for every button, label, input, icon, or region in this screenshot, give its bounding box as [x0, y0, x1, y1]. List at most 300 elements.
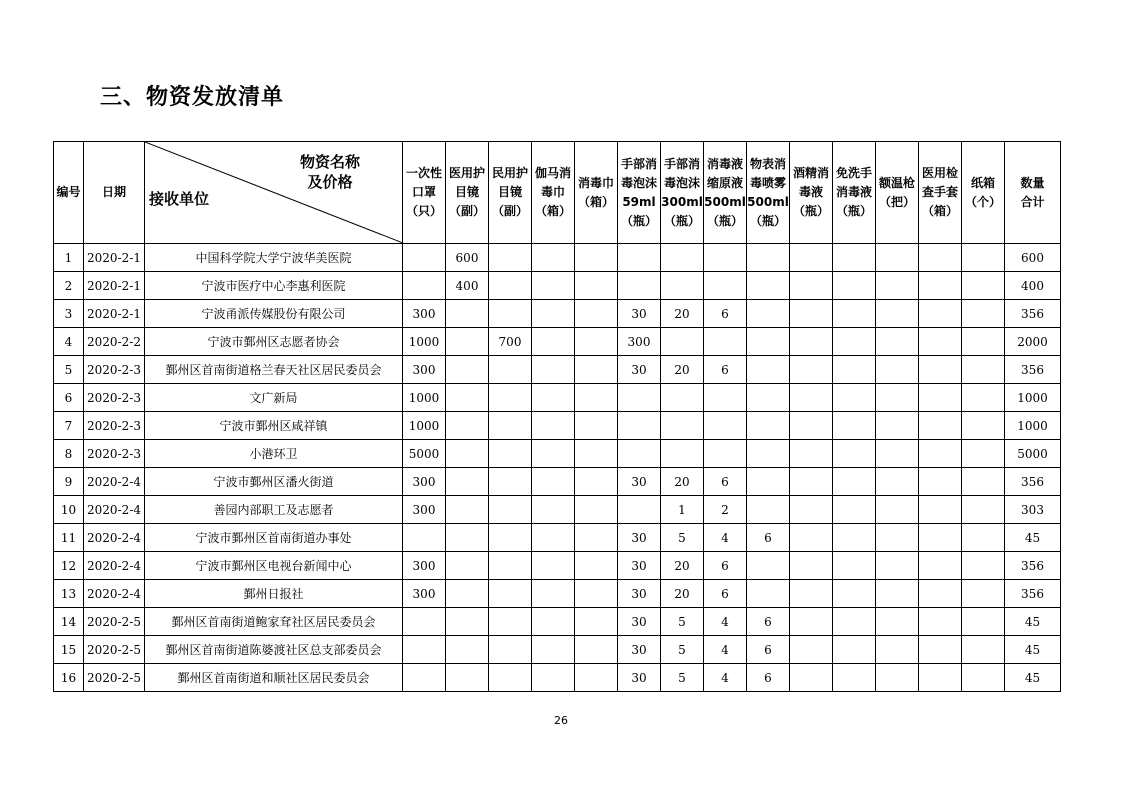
row-item-cell — [747, 440, 790, 468]
row-item-cell — [532, 608, 575, 636]
header-item-name: 物资名称 及价格 — [299, 153, 360, 191]
row-item-cell — [833, 636, 876, 664]
row-item-cell: 1000 — [403, 328, 446, 356]
row-item-cell — [575, 468, 618, 496]
row-item-cell — [833, 384, 876, 412]
row-total: 356 — [1005, 580, 1061, 608]
row-unit: 鄞州日报社 — [145, 580, 403, 608]
row-item-cell — [532, 496, 575, 524]
row-item-cell — [489, 552, 532, 580]
row-total: 5000 — [1005, 440, 1061, 468]
row-item-cell — [876, 300, 919, 328]
row-item-cell — [532, 328, 575, 356]
row-item-cell: 300 — [618, 328, 661, 356]
row-total: 45 — [1005, 608, 1061, 636]
header-date: 日期 — [84, 142, 145, 244]
row-item-cell — [962, 272, 1005, 300]
row-unit: 文广新局 — [145, 384, 403, 412]
row-item-cell — [403, 272, 446, 300]
row-item-cell: 30 — [618, 580, 661, 608]
row-item-cell — [489, 440, 532, 468]
row-item-cell: 1000 — [403, 412, 446, 440]
row-no: 13 — [54, 580, 84, 608]
row-item-cell: 6 — [704, 356, 747, 384]
row-item-cell: 30 — [618, 636, 661, 664]
row-no: 12 — [54, 552, 84, 580]
row-total: 356 — [1005, 552, 1061, 580]
header-item-3: 民用护 目镜 （副） — [489, 142, 532, 244]
row-item-cell — [876, 272, 919, 300]
row-no: 14 — [54, 608, 84, 636]
row-item-cell: 5 — [661, 608, 704, 636]
row-total: 1000 — [1005, 384, 1061, 412]
row-date: 2020-2-5 — [84, 608, 145, 636]
row-item-cell: 30 — [618, 524, 661, 552]
row-date: 2020-2-4 — [84, 552, 145, 580]
row-item-cell — [962, 664, 1005, 692]
row-date: 2020-2-4 — [84, 580, 145, 608]
row-unit: 宁波市鄞州区志愿者协会 — [145, 328, 403, 356]
row-item-cell: 6 — [747, 608, 790, 636]
header-item-12: 额温枪 （把） — [876, 142, 919, 244]
row-item-cell — [919, 328, 962, 356]
row-item-cell — [446, 524, 489, 552]
row-item-cell: 300 — [403, 552, 446, 580]
row-item-cell — [876, 356, 919, 384]
row-item-cell — [661, 272, 704, 300]
row-date: 2020-2-4 — [84, 496, 145, 524]
table-row — [54, 384, 1061, 412]
row-item-cell — [446, 300, 489, 328]
row-no: 2 — [54, 272, 84, 300]
row-item-cell — [489, 244, 532, 272]
row-item-cell — [532, 440, 575, 468]
row-item-cell — [876, 524, 919, 552]
table-row — [54, 356, 1061, 384]
row-date: 2020-2-1 — [84, 244, 145, 272]
row-item-cell — [661, 384, 704, 412]
row-item-cell — [446, 496, 489, 524]
row-item-cell — [962, 580, 1005, 608]
row-item-cell — [747, 328, 790, 356]
table-body — [54, 244, 1061, 692]
row-no: 15 — [54, 636, 84, 664]
row-unit: 宁波市鄞州区首南街道办事处 — [145, 524, 403, 552]
row-item-cell — [790, 412, 833, 440]
row-unit: 鄞州区首南街道鲍家耷社区居民委员会 — [145, 608, 403, 636]
row-item-cell — [919, 300, 962, 328]
row-item-cell: 5 — [661, 664, 704, 692]
header-item-9: 物表消 毒喷雾 500ml （瓶） — [747, 142, 790, 244]
row-item-cell — [962, 608, 1005, 636]
row-item-cell — [704, 272, 747, 300]
row-item-cell — [704, 328, 747, 356]
row-item-cell — [446, 468, 489, 496]
row-item-cell — [747, 272, 790, 300]
row-item-cell — [790, 664, 833, 692]
row-item-cell — [919, 384, 962, 412]
row-item-cell — [962, 356, 1005, 384]
row-item-cell — [919, 356, 962, 384]
row-unit: 宁波市鄞州区电视台新闻中心 — [145, 552, 403, 580]
row-item-cell — [833, 580, 876, 608]
row-item-cell — [747, 300, 790, 328]
row-item-cell — [532, 664, 575, 692]
row-item-cell — [876, 440, 919, 468]
row-item-cell — [575, 580, 618, 608]
row-item-cell — [962, 524, 1005, 552]
row-date: 2020-2-3 — [84, 412, 145, 440]
table-row — [54, 244, 1061, 272]
distribution-table — [53, 141, 1061, 692]
row-no: 4 — [54, 328, 84, 356]
row-item-cell — [575, 412, 618, 440]
row-item-cell — [704, 384, 747, 412]
page-number: 26 — [554, 714, 568, 727]
row-item-cell — [833, 272, 876, 300]
header-item-13: 医用检 查手套 （箱） — [919, 142, 962, 244]
row-item-cell: 30 — [618, 356, 661, 384]
row-item-cell — [446, 636, 489, 664]
row-item-cell — [403, 608, 446, 636]
row-item-cell — [403, 244, 446, 272]
row-item-cell: 1000 — [403, 384, 446, 412]
row-item-cell — [919, 664, 962, 692]
table-row — [54, 552, 1061, 580]
row-item-cell — [833, 664, 876, 692]
row-item-cell — [790, 524, 833, 552]
row-item-cell — [661, 412, 704, 440]
row-item-cell — [489, 664, 532, 692]
row-item-cell — [489, 524, 532, 552]
row-date: 2020-2-5 — [84, 636, 145, 664]
row-total: 356 — [1005, 300, 1061, 328]
row-item-cell — [532, 468, 575, 496]
row-unit: 善园内部职工及志愿者 — [145, 496, 403, 524]
row-item-cell — [575, 552, 618, 580]
row-item-cell — [919, 608, 962, 636]
row-item-cell — [489, 580, 532, 608]
row-item-cell — [919, 580, 962, 608]
row-item-cell: 20 — [661, 552, 704, 580]
row-item-cell — [790, 580, 833, 608]
row-item-cell — [618, 384, 661, 412]
row-item-cell — [790, 440, 833, 468]
row-item-cell: 6 — [747, 664, 790, 692]
row-date: 2020-2-2 — [84, 328, 145, 356]
row-item-cell — [790, 328, 833, 356]
row-item-cell — [876, 328, 919, 356]
row-date: 2020-2-1 — [84, 300, 145, 328]
row-item-cell — [747, 244, 790, 272]
row-item-cell — [446, 356, 489, 384]
header-no: 编号 — [54, 142, 84, 244]
row-item-cell — [747, 496, 790, 524]
row-date: 2020-2-3 — [84, 384, 145, 412]
table-row — [54, 468, 1061, 496]
row-date: 2020-2-3 — [84, 440, 145, 468]
row-item-cell — [833, 552, 876, 580]
header-total: 数量 合计 — [1005, 142, 1061, 244]
row-item-cell: 300 — [403, 356, 446, 384]
page-title: 三、物资发放清单 — [100, 85, 285, 110]
row-item-cell — [919, 244, 962, 272]
row-no: 8 — [54, 440, 84, 468]
row-item-cell: 20 — [661, 468, 704, 496]
row-item-cell — [532, 300, 575, 328]
row-item-cell: 700 — [489, 328, 532, 356]
row-item-cell — [962, 468, 1005, 496]
row-item-cell — [489, 496, 532, 524]
row-item-cell — [962, 328, 1005, 356]
row-item-cell — [575, 608, 618, 636]
row-item-cell — [403, 636, 446, 664]
row-item-cell — [919, 272, 962, 300]
row-total: 45 — [1005, 664, 1061, 692]
row-item-cell: 20 — [661, 580, 704, 608]
header-item-6: 手部消 毒泡沫 59ml （瓶） — [618, 142, 661, 244]
row-unit: 宁波市鄞州区咸祥镇 — [145, 412, 403, 440]
row-total: 45 — [1005, 636, 1061, 664]
row-total: 2000 — [1005, 328, 1061, 356]
row-item-cell — [747, 468, 790, 496]
row-item-cell — [962, 636, 1005, 664]
row-item-cell — [919, 412, 962, 440]
row-item-cell — [876, 636, 919, 664]
table-row — [54, 300, 1061, 328]
row-item-cell — [489, 356, 532, 384]
table-row — [54, 524, 1061, 552]
row-item-cell — [446, 440, 489, 468]
row-item-cell — [962, 412, 1005, 440]
row-item-cell: 300 — [403, 580, 446, 608]
row-item-cell: 6 — [704, 300, 747, 328]
row-item-cell — [790, 356, 833, 384]
row-item-cell — [446, 328, 489, 356]
row-item-cell: 5 — [661, 524, 704, 552]
row-item-cell: 6 — [747, 524, 790, 552]
row-item-cell: 6 — [704, 552, 747, 580]
row-item-cell — [876, 580, 919, 608]
row-no: 5 — [54, 356, 84, 384]
row-item-cell — [919, 552, 962, 580]
row-no: 10 — [54, 496, 84, 524]
row-item-cell — [532, 524, 575, 552]
row-item-cell — [876, 496, 919, 524]
row-item-cell — [790, 244, 833, 272]
row-date: 2020-2-4 — [84, 468, 145, 496]
header-item-11: 免洗手 消毒液 （瓶） — [833, 142, 876, 244]
row-unit: 鄞州区首南街道格兰春天社区居民委员会 — [145, 356, 403, 384]
row-item-cell — [790, 552, 833, 580]
row-no: 1 — [54, 244, 84, 272]
row-item-cell — [876, 468, 919, 496]
row-item-cell — [790, 272, 833, 300]
row-item-cell — [833, 440, 876, 468]
row-item-cell — [876, 244, 919, 272]
row-no: 6 — [54, 384, 84, 412]
header-corner — [145, 142, 403, 244]
header-item-10: 酒精消 毒液 （瓶） — [790, 142, 833, 244]
row-item-cell — [618, 272, 661, 300]
row-item-cell — [790, 608, 833, 636]
row-item-cell — [532, 272, 575, 300]
row-date: 2020-2-4 — [84, 524, 145, 552]
row-item-cell — [575, 272, 618, 300]
row-item-cell — [962, 440, 1005, 468]
row-item-cell — [833, 244, 876, 272]
row-item-cell — [962, 496, 1005, 524]
table-row — [54, 664, 1061, 692]
row-item-cell — [446, 552, 489, 580]
row-item-cell — [747, 580, 790, 608]
row-item-cell — [532, 636, 575, 664]
row-item-cell — [747, 384, 790, 412]
row-item-cell: 300 — [403, 468, 446, 496]
row-item-cell — [962, 384, 1005, 412]
row-item-cell: 4 — [704, 524, 747, 552]
row-item-cell — [833, 468, 876, 496]
row-item-cell: 4 — [704, 608, 747, 636]
row-item-cell — [618, 496, 661, 524]
row-unit: 鄞州区首南街道陈婆渡社区总支部委员会 — [145, 636, 403, 664]
row-item-cell — [575, 524, 618, 552]
row-item-cell — [962, 244, 1005, 272]
row-item-cell — [446, 608, 489, 636]
row-unit: 鄞州区首南街道和顺社区居民委员会 — [145, 664, 403, 692]
row-item-cell — [446, 580, 489, 608]
row-item-cell: 4 — [704, 636, 747, 664]
row-item-cell — [790, 636, 833, 664]
row-item-cell — [532, 552, 575, 580]
row-item-cell — [704, 440, 747, 468]
row-item-cell — [876, 384, 919, 412]
row-item-cell — [575, 636, 618, 664]
row-item-cell: 6 — [704, 580, 747, 608]
row-item-cell — [747, 356, 790, 384]
row-item-cell — [575, 384, 618, 412]
row-date: 2020-2-5 — [84, 664, 145, 692]
row-item-cell — [661, 440, 704, 468]
row-item-cell — [446, 412, 489, 440]
row-item-cell — [532, 580, 575, 608]
row-item-cell: 4 — [704, 664, 747, 692]
table-row — [54, 440, 1061, 468]
row-item-cell — [704, 412, 747, 440]
row-item-cell — [489, 300, 532, 328]
row-item-cell — [532, 244, 575, 272]
row-item-cell — [919, 468, 962, 496]
row-unit: 宁波甬派传媒股份有限公司 — [145, 300, 403, 328]
row-no: 3 — [54, 300, 84, 328]
row-item-cell: 30 — [618, 300, 661, 328]
row-item-cell: 600 — [446, 244, 489, 272]
row-item-cell — [489, 412, 532, 440]
row-no: 16 — [54, 664, 84, 692]
row-item-cell — [575, 496, 618, 524]
header-item-4: 伽马消 毒巾 （箱） — [532, 142, 575, 244]
row-item-cell — [575, 244, 618, 272]
row-item-cell — [919, 636, 962, 664]
row-item-cell: 30 — [618, 664, 661, 692]
row-item-cell: 20 — [661, 300, 704, 328]
row-item-cell — [962, 552, 1005, 580]
row-item-cell — [489, 272, 532, 300]
row-item-cell — [876, 608, 919, 636]
row-item-cell: 6 — [747, 636, 790, 664]
table-row — [54, 328, 1061, 356]
row-item-cell — [833, 300, 876, 328]
table-row — [54, 608, 1061, 636]
header-item-2: 医用护 目镜 （副） — [446, 142, 489, 244]
row-item-cell — [618, 244, 661, 272]
row-item-cell — [833, 496, 876, 524]
row-item-cell — [575, 356, 618, 384]
row-item-cell — [833, 608, 876, 636]
row-unit: 中国科学院大学宁波华美医院 — [145, 244, 403, 272]
row-item-cell — [575, 664, 618, 692]
row-total: 600 — [1005, 244, 1061, 272]
row-item-cell — [575, 300, 618, 328]
header-receiver: 接收单位 — [149, 190, 210, 208]
row-item-cell: 2 — [704, 496, 747, 524]
row-item-cell — [704, 244, 747, 272]
row-item-cell — [876, 552, 919, 580]
row-item-cell — [876, 664, 919, 692]
row-item-cell — [489, 468, 532, 496]
row-item-cell — [489, 384, 532, 412]
row-item-cell — [489, 636, 532, 664]
header-item-14: 纸箱 （个） — [962, 142, 1005, 244]
row-date: 2020-2-1 — [84, 272, 145, 300]
row-no: 7 — [54, 412, 84, 440]
row-item-cell — [489, 608, 532, 636]
row-total: 356 — [1005, 356, 1061, 384]
row-item-cell — [747, 552, 790, 580]
row-item-cell — [919, 440, 962, 468]
row-total: 1000 — [1005, 412, 1061, 440]
row-total: 356 — [1005, 468, 1061, 496]
row-item-cell: 30 — [618, 608, 661, 636]
row-item-cell — [919, 496, 962, 524]
row-item-cell — [532, 356, 575, 384]
row-item-cell: 6 — [704, 468, 747, 496]
row-item-cell — [790, 384, 833, 412]
row-item-cell — [403, 664, 446, 692]
row-item-cell: 20 — [661, 356, 704, 384]
row-item-cell — [403, 524, 446, 552]
row-unit: 宁波市医疗中心李惠利医院 — [145, 272, 403, 300]
row-item-cell — [661, 328, 704, 356]
table-row — [54, 496, 1061, 524]
row-item-cell: 30 — [618, 468, 661, 496]
row-item-cell — [833, 328, 876, 356]
row-item-cell — [661, 244, 704, 272]
header-item-8: 消毒液 缩原液 500ml （瓶） — [704, 142, 747, 244]
table-header-row — [54, 142, 1061, 244]
row-item-cell — [575, 328, 618, 356]
row-item-cell — [747, 412, 790, 440]
row-item-cell — [919, 524, 962, 552]
row-unit: 小港环卫 — [145, 440, 403, 468]
row-item-cell — [446, 664, 489, 692]
row-item-cell: 5 — [661, 636, 704, 664]
table-row — [54, 636, 1061, 664]
row-item-cell — [833, 356, 876, 384]
row-item-cell: 300 — [403, 496, 446, 524]
row-item-cell — [790, 468, 833, 496]
row-item-cell — [833, 412, 876, 440]
